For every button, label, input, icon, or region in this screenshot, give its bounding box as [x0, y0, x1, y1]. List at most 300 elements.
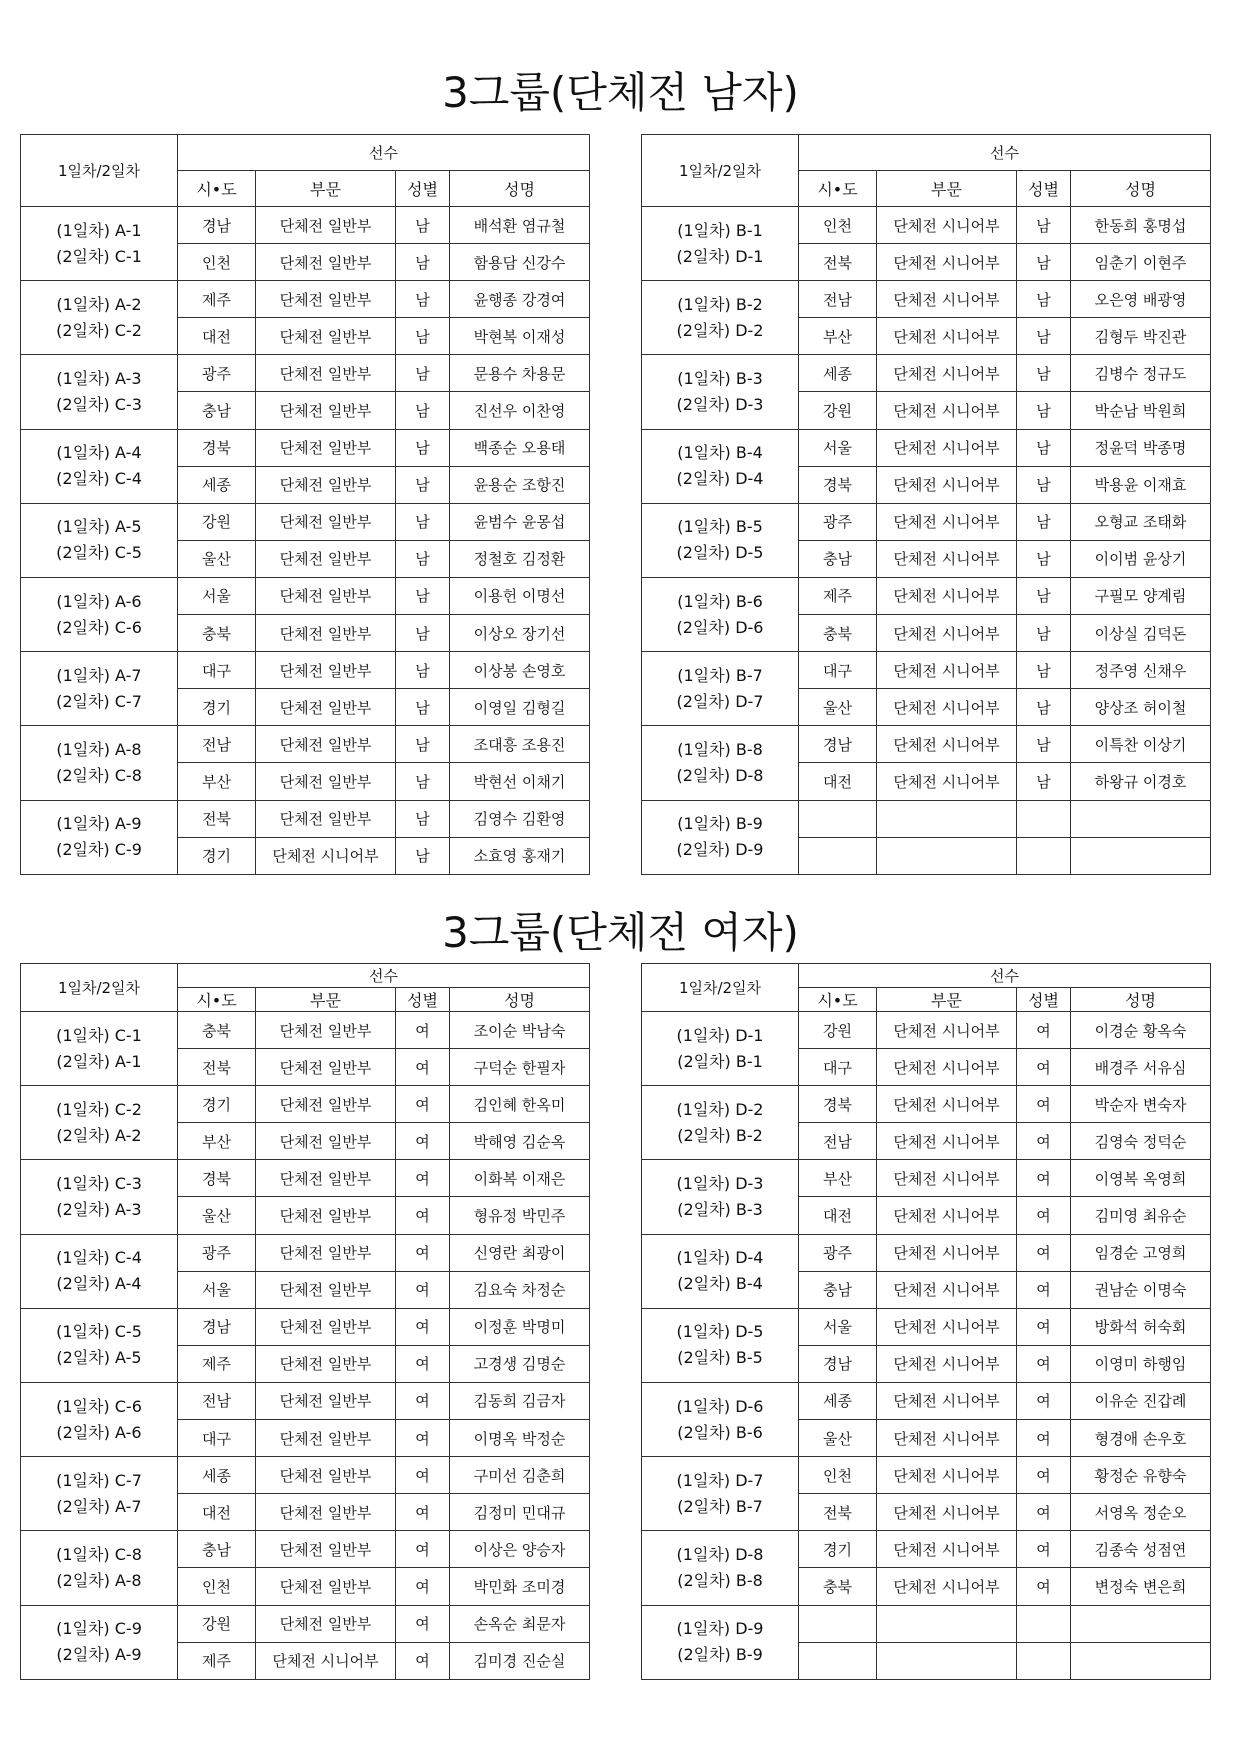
match-slot-day2: (2일차) B-5 — [677, 1348, 763, 1368]
region-cell: 전북 — [178, 1049, 256, 1086]
gender-cell: 여 — [1017, 1457, 1071, 1494]
match-slot-day1: (1일차) A-4 — [56, 443, 142, 463]
region-cell: 부산 — [799, 318, 877, 355]
match-slot — [642, 1531, 799, 1605]
gender-cell: 여 — [396, 1160, 450, 1197]
division-cell: 단체전 일반부 — [256, 503, 396, 540]
division-cell: 단체전 일반부 — [256, 800, 396, 837]
region-cell: 전남 — [178, 1382, 256, 1419]
region-cell: 울산 — [178, 540, 256, 577]
match-slot-day1: (1일차) D-9 — [676, 1619, 764, 1639]
division-cell: 단체전 시니어부 — [877, 1494, 1017, 1531]
name-cell: 정주영 신채우 — [1071, 652, 1211, 689]
match-slot — [21, 1308, 178, 1382]
name-cell: 조이순 박남숙 — [450, 1012, 590, 1049]
match-slot — [21, 1605, 178, 1679]
region-cell: 광주 — [799, 503, 877, 540]
division-cell: 단체전 일반부 — [256, 466, 396, 503]
name-cell: 황정순 유향숙 — [1071, 1457, 1211, 1494]
gender-cell: 남 — [396, 726, 450, 763]
gender-cell: 여 — [1017, 1123, 1071, 1160]
gender-cell: 여 — [1017, 1234, 1071, 1271]
name-cell: 한동희 홍명섭 — [1071, 207, 1211, 244]
division-cell: 단체전 일반부 — [256, 1568, 396, 1605]
division-cell: 단체전 시니어부 — [877, 1457, 1017, 1494]
name-cell: 진선우 이찬영 — [450, 392, 590, 429]
table-row — [21, 577, 590, 614]
match-slot-day1: (1일차) C-7 — [56, 1470, 142, 1490]
gender-cell: 여 — [396, 1605, 450, 1642]
gender-cell: 남 — [396, 652, 450, 689]
division-cell: 단체전 시니어부 — [256, 837, 396, 874]
division-cell: 단체전 일반부 — [256, 1420, 396, 1457]
gender-cell: 여 — [396, 1308, 450, 1345]
match-slot-day1: (1일차) A-3 — [56, 368, 142, 388]
match-slot-day1: (1일차) A-7 — [56, 665, 142, 685]
gender-cell: 남 — [1017, 355, 1071, 392]
match-slot-day2: (2일차) A-6 — [56, 1422, 142, 1442]
match-slot-day2: (2일차) A-4 — [56, 1274, 142, 1294]
match-slot-day2: (2일차) A-5 — [56, 1348, 142, 1368]
name-cell: 김병수 정규도 — [1071, 355, 1211, 392]
division-cell: 단체전 시니어부 — [877, 1160, 1017, 1197]
match-slot — [21, 1012, 178, 1086]
table-row — [642, 1012, 1211, 1049]
name-cell: 손옥순 최문자 — [450, 1605, 590, 1642]
match-slot-day1: (1일차) D-8 — [676, 1544, 764, 1564]
table-row — [642, 429, 1211, 466]
match-slot — [642, 1382, 799, 1456]
name-cell — [1071, 837, 1211, 874]
region-cell: 충북 — [178, 1012, 256, 1049]
region-cell: 서울 — [799, 1308, 877, 1345]
name-cell: 변정숙 변은희 — [1071, 1568, 1211, 1605]
match-slot — [21, 429, 178, 503]
region-cell: 충북 — [799, 1568, 877, 1605]
name-cell: 권남순 이명숙 — [1071, 1271, 1211, 1308]
match-slot — [642, 281, 799, 355]
match-slot-day2: (2일차) B-1 — [677, 1051, 763, 1071]
division-cell: 단체전 일반부 — [256, 318, 396, 355]
table-row — [21, 1086, 590, 1123]
table-row — [642, 503, 1211, 540]
gender-cell: 여 — [396, 1531, 450, 1568]
region-cell: 강원 — [178, 1605, 256, 1642]
name-cell: 윤용순 조항진 — [450, 466, 590, 503]
match-slot-day2: (2일차) C-1 — [56, 246, 142, 266]
match-slot — [21, 1160, 178, 1234]
region-cell: 대구 — [799, 652, 877, 689]
gender-cell: 남 — [396, 577, 450, 614]
region-cell: 제주 — [178, 1345, 256, 1382]
division-cell: 단체전 시니어부 — [877, 1234, 1017, 1271]
gender-cell: 남 — [396, 466, 450, 503]
gender-cell: 여 — [396, 1494, 450, 1531]
table-row — [642, 355, 1211, 392]
name-cell: 서영옥 정순오 — [1071, 1494, 1211, 1531]
gender-cell: 남 — [396, 244, 450, 281]
match-slot-day2: (2일차) A-3 — [56, 1199, 142, 1219]
division-cell: 단체전 시니어부 — [256, 1642, 396, 1679]
name-cell: 김인혜 한옥미 — [450, 1086, 590, 1123]
name-cell: 이상실 김덕돈 — [1071, 615, 1211, 652]
table-row — [642, 577, 1211, 614]
division-cell: 단체전 시니어부 — [877, 1197, 1017, 1234]
match-slot-day1: (1일차) B-1 — [677, 220, 763, 240]
roster-table — [641, 963, 1211, 1680]
name-cell: 임춘기 이현주 — [1071, 244, 1211, 281]
name-cell: 정철호 김정환 — [450, 540, 590, 577]
header-players: 선수 — [178, 135, 590, 171]
region-cell: 전남 — [799, 281, 877, 318]
name-cell: 이명옥 박정순 — [450, 1420, 590, 1457]
region-cell: 대전 — [178, 318, 256, 355]
match-slot-day1: (1일차) C-1 — [56, 1025, 142, 1045]
match-slot-day1: (1일차) D-4 — [676, 1248, 764, 1268]
match-slot — [21, 577, 178, 651]
match-slot — [21, 1382, 178, 1456]
region-cell: 전남 — [178, 726, 256, 763]
division-cell: 단체전 일반부 — [256, 1345, 396, 1382]
name-cell: 윤범수 윤몽섭 — [450, 503, 590, 540]
match-slot-day2: (2일차) C-4 — [56, 469, 142, 489]
match-slot-day2: (2일차) A-8 — [56, 1570, 142, 1590]
region-cell: 세종 — [178, 466, 256, 503]
match-slot — [21, 800, 178, 874]
match-slot-day1: (1일차) D-7 — [676, 1470, 764, 1490]
table-row — [642, 1531, 1211, 1568]
table-row — [642, 652, 1211, 689]
match-slot-day1: (1일차) C-4 — [56, 1248, 142, 1268]
division-cell — [877, 800, 1017, 837]
match-slot — [642, 1234, 799, 1308]
division-cell: 단체전 시니어부 — [877, 763, 1017, 800]
match-slot-day1: (1일차) B-8 — [677, 739, 763, 759]
division-cell: 단체전 시니어부 — [877, 615, 1017, 652]
gender-cell: 남 — [396, 503, 450, 540]
gender-cell: 여 — [396, 1086, 450, 1123]
match-slot-day2: (2일차) B-2 — [677, 1125, 763, 1145]
gender-cell: 여 — [1017, 1049, 1071, 1086]
region-cell: 전북 — [178, 800, 256, 837]
match-slot — [21, 652, 178, 726]
gender-cell: 여 — [1017, 1345, 1071, 1382]
name-cell: 이상오 장기선 — [450, 615, 590, 652]
match-slot — [642, 652, 799, 726]
table-row — [21, 355, 590, 392]
region-cell: 강원 — [799, 1012, 877, 1049]
division-cell: 단체전 일반부 — [256, 429, 396, 466]
match-slot — [642, 1160, 799, 1234]
name-cell: 문용수 차용문 — [450, 355, 590, 392]
region-cell: 광주 — [178, 355, 256, 392]
region-cell: 강원 — [178, 503, 256, 540]
gender-cell: 여 — [396, 1197, 450, 1234]
match-slot — [642, 207, 799, 281]
name-cell: 임경순 고영희 — [1071, 1234, 1211, 1271]
region-cell: 서울 — [178, 577, 256, 614]
division-cell: 단체전 일반부 — [256, 1160, 396, 1197]
gender-cell: 남 — [396, 355, 450, 392]
match-slot-day2: (2일차) D-4 — [676, 469, 764, 489]
match-slot — [642, 1086, 799, 1160]
section-title-men: 3그룹(단체전 남자) — [442, 68, 799, 117]
division-cell: 단체전 시니어부 — [877, 1049, 1017, 1086]
match-slot — [21, 1086, 178, 1160]
division-cell: 단체전 일반부 — [256, 355, 396, 392]
name-cell: 김정미 민대규 — [450, 1494, 590, 1531]
name-cell: 구필모 양계림 — [1071, 577, 1211, 614]
match-slot-day1: (1일차) D-1 — [676, 1025, 764, 1045]
gender-cell: 여 — [396, 1234, 450, 1271]
region-cell: 세종 — [799, 355, 877, 392]
match-slot — [642, 1605, 799, 1679]
name-cell: 구미선 김춘희 — [450, 1457, 590, 1494]
region-cell: 세종 — [178, 1457, 256, 1494]
roster-table — [641, 134, 1211, 875]
header-name: 성명 — [1071, 988, 1211, 1012]
gender-cell: 여 — [1017, 1271, 1071, 1308]
table-row — [642, 1308, 1211, 1345]
match-slot — [642, 355, 799, 429]
division-cell: 단체전 일반부 — [256, 281, 396, 318]
match-slot-day2: (2일차) A-9 — [56, 1645, 142, 1665]
gender-cell: 남 — [1017, 207, 1071, 244]
region-cell: 경북 — [799, 466, 877, 503]
match-slot — [21, 503, 178, 577]
match-slot-day2: (2일차) D-8 — [676, 765, 764, 785]
region-cell: 제주 — [178, 281, 256, 318]
region-cell: 광주 — [178, 1234, 256, 1271]
name-cell: 김영숙 정덕순 — [1071, 1123, 1211, 1160]
gender-cell: 여 — [396, 1123, 450, 1160]
region-cell: 울산 — [799, 689, 877, 726]
header-players: 선수 — [799, 135, 1211, 171]
division-cell: 단체전 일반부 — [256, 1086, 396, 1123]
region-cell: 부산 — [178, 1123, 256, 1160]
table-row — [642, 1605, 1211, 1642]
division-cell: 단체전 시니어부 — [877, 207, 1017, 244]
division-cell: 단체전 일반부 — [256, 1382, 396, 1419]
division-cell: 단체전 시니어부 — [877, 1086, 1017, 1123]
header-region: 시•도 — [178, 171, 256, 207]
header-gender: 성별 — [396, 988, 450, 1012]
name-cell: 김형두 박진관 — [1071, 318, 1211, 355]
match-slot-day1: (1일차) B-4 — [677, 443, 763, 463]
gender-cell: 남 — [1017, 652, 1071, 689]
gender-cell: 남 — [1017, 281, 1071, 318]
match-slot — [21, 726, 178, 800]
region-cell: 인천 — [799, 1457, 877, 1494]
gender-cell: 여 — [1017, 1382, 1071, 1419]
name-cell: 양상조 허이철 — [1071, 689, 1211, 726]
match-slot-day2: (2일차) C-5 — [56, 543, 142, 563]
name-cell: 이영복 옥영희 — [1071, 1160, 1211, 1197]
region-cell: 전북 — [799, 1494, 877, 1531]
division-cell: 단체전 일반부 — [256, 1531, 396, 1568]
name-cell: 배석환 염규철 — [450, 207, 590, 244]
gender-cell: 남 — [1017, 689, 1071, 726]
gender-cell: 남 — [396, 615, 450, 652]
header-gender: 성별 — [396, 171, 450, 207]
match-slot — [21, 355, 178, 429]
name-cell — [1071, 1605, 1211, 1642]
region-cell: 대전 — [799, 1197, 877, 1234]
gender-cell: 남 — [396, 763, 450, 800]
name-cell: 박현선 이채기 — [450, 763, 590, 800]
division-cell — [877, 1605, 1017, 1642]
match-slot-day2: (2일차) D-2 — [676, 320, 764, 340]
division-cell: 단체전 시니어부 — [877, 1568, 1017, 1605]
division-cell: 단체전 일반부 — [256, 1605, 396, 1642]
gender-cell: 여 — [1017, 1420, 1071, 1457]
name-cell: 구덕순 한필자 — [450, 1049, 590, 1086]
match-slot-day2: (2일차) A-7 — [56, 1496, 142, 1516]
match-slot-day2: (2일차) C-8 — [56, 765, 142, 785]
match-slot-day1: (1일차) C-2 — [56, 1099, 142, 1119]
table-row — [21, 503, 590, 540]
name-cell: 소효영 홍재기 — [450, 837, 590, 874]
table-row — [642, 207, 1211, 244]
division-cell: 단체전 일반부 — [256, 652, 396, 689]
header-region: 시•도 — [799, 988, 877, 1012]
region-cell: 경북 — [799, 1086, 877, 1123]
match-slot-day1: (1일차) C-5 — [56, 1322, 142, 1342]
division-cell: 단체전 시니어부 — [877, 1420, 1017, 1457]
division-cell: 단체전 시니어부 — [877, 1308, 1017, 1345]
region-cell: 경북 — [178, 1160, 256, 1197]
name-cell: 형경애 손우호 — [1071, 1420, 1211, 1457]
match-slot-day1: (1일차) B-2 — [677, 294, 763, 314]
gender-cell: 남 — [1017, 615, 1071, 652]
division-cell: 단체전 일반부 — [256, 1012, 396, 1049]
division-cell: 단체전 시니어부 — [877, 355, 1017, 392]
division-cell: 단체전 일반부 — [256, 689, 396, 726]
table-row — [21, 1160, 590, 1197]
gender-cell: 남 — [396, 800, 450, 837]
division-cell: 단체전 일반부 — [256, 577, 396, 614]
table-row — [642, 1160, 1211, 1197]
region-cell — [799, 1642, 877, 1679]
name-cell: 형유정 박민주 — [450, 1197, 590, 1234]
match-slot-day1: (1일차) B-3 — [677, 368, 763, 388]
division-cell: 단체전 시니어부 — [877, 726, 1017, 763]
division-cell: 단체전 일반부 — [256, 615, 396, 652]
table-row — [21, 1531, 590, 1568]
name-cell: 이영일 김형길 — [450, 689, 590, 726]
gender-cell: 남 — [1017, 392, 1071, 429]
match-slot-day2: (2일차) B-3 — [677, 1199, 763, 1219]
table-row — [642, 1234, 1211, 1271]
match-slot — [21, 1457, 178, 1531]
division-cell: 단체전 시니어부 — [877, 540, 1017, 577]
name-cell: 오은영 배광영 — [1071, 281, 1211, 318]
name-cell: 이상은 양승자 — [450, 1531, 590, 1568]
header-round: 1일차/2일차 — [642, 135, 799, 207]
region-cell: 경남 — [799, 1345, 877, 1382]
gender-cell: 남 — [1017, 540, 1071, 577]
region-cell: 부산 — [178, 763, 256, 800]
gender-cell: 남 — [1017, 244, 1071, 281]
table-row — [21, 1012, 590, 1049]
division-cell: 단체전 시니어부 — [877, 392, 1017, 429]
region-cell: 충남 — [178, 392, 256, 429]
table-row — [21, 726, 590, 763]
gender-cell: 여 — [396, 1457, 450, 1494]
match-slot-day2: (2일차) D-7 — [676, 691, 764, 711]
match-slot-day2: (2일차) A-1 — [56, 1051, 142, 1071]
match-slot — [642, 503, 799, 577]
name-cell: 김미영 최유순 — [1071, 1197, 1211, 1234]
match-slot-day1: (1일차) B-6 — [677, 591, 763, 611]
gender-cell: 여 — [396, 1382, 450, 1419]
table-row — [21, 429, 590, 466]
name-cell: 신영란 최광이 — [450, 1234, 590, 1271]
region-cell: 인천 — [178, 244, 256, 281]
name-cell: 박순자 변숙자 — [1071, 1086, 1211, 1123]
region-cell: 충남 — [799, 1271, 877, 1308]
gender-cell: 남 — [396, 392, 450, 429]
gender-cell: 남 — [396, 207, 450, 244]
region-cell: 울산 — [799, 1420, 877, 1457]
division-cell: 단체전 시니어부 — [877, 1531, 1017, 1568]
match-slot-day1: (1일차) C-9 — [56, 1619, 142, 1639]
gender-cell — [1017, 1605, 1071, 1642]
region-cell — [799, 1605, 877, 1642]
match-slot-day2: (2일차) B-8 — [677, 1570, 763, 1590]
roster-table — [20, 134, 590, 875]
table-row — [21, 1457, 590, 1494]
division-cell: 단체전 시니어부 — [877, 281, 1017, 318]
division-cell: 단체전 일반부 — [256, 540, 396, 577]
header-region: 시•도 — [799, 171, 877, 207]
region-cell: 부산 — [799, 1160, 877, 1197]
name-cell — [1071, 1642, 1211, 1679]
region-cell: 전남 — [799, 1123, 877, 1160]
region-cell: 경기 — [178, 689, 256, 726]
region-cell: 경남 — [178, 207, 256, 244]
region-cell: 충남 — [178, 1531, 256, 1568]
gender-cell: 남 — [396, 281, 450, 318]
match-slot-day1: (1일차) A-5 — [56, 517, 142, 537]
gender-cell: 여 — [1017, 1568, 1071, 1605]
division-cell: 단체전 일반부 — [256, 726, 396, 763]
region-cell: 인천 — [799, 207, 877, 244]
gender-cell — [1017, 800, 1071, 837]
region-cell: 제주 — [178, 1642, 256, 1679]
gender-cell: 여 — [1017, 1012, 1071, 1049]
division-cell: 단체전 일반부 — [256, 207, 396, 244]
match-slot — [642, 1308, 799, 1382]
gender-cell: 여 — [396, 1049, 450, 1086]
match-slot — [21, 1531, 178, 1605]
region-cell: 경남 — [799, 726, 877, 763]
match-slot-day1: (1일차) B-7 — [677, 665, 763, 685]
division-cell: 단체전 시니어부 — [877, 1382, 1017, 1419]
table-row — [642, 1457, 1211, 1494]
gender-cell: 남 — [396, 318, 450, 355]
match-slot-day1: (1일차) D-2 — [676, 1099, 764, 1119]
division-cell: 단체전 일반부 — [256, 1457, 396, 1494]
division-cell: 단체전 시니어부 — [877, 318, 1017, 355]
name-cell: 이특찬 이상기 — [1071, 726, 1211, 763]
division-cell: 단체전 시니어부 — [877, 466, 1017, 503]
gender-cell: 여 — [396, 1642, 450, 1679]
header-division: 부문 — [256, 171, 396, 207]
match-slot-day2: (2일차) A-2 — [56, 1125, 142, 1145]
gender-cell: 남 — [396, 540, 450, 577]
match-slot — [642, 577, 799, 651]
